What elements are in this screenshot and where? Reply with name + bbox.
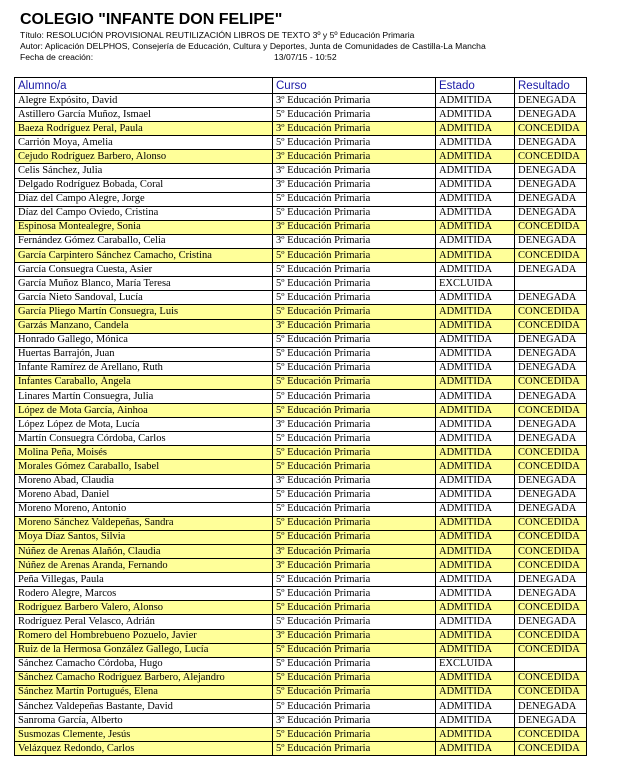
table-row: [15, 375, 587, 389]
cell-estado: EXCLUIDA: [436, 657, 515, 671]
cell-curso: 5º Educación Primaria: [273, 657, 436, 671]
cell-curso: 3º Educación Primaria: [273, 178, 436, 192]
table-row: [15, 164, 587, 178]
cell-alumno: Carrión Moya, Amelia: [15, 136, 273, 150]
cell-curso: 5º Educación Primaria: [273, 700, 436, 714]
cell-alumno: Astillero García Muñoz, Ismael: [15, 108, 273, 122]
cell-alumno: Sánchez Camacho Rodríguez Barbero, Alejandro: [15, 671, 273, 685]
creation-date-line: [20, 52, 337, 63]
cell-estado: ADMITIDA: [436, 432, 515, 446]
table-row: [15, 319, 587, 333]
cell-alumno: Moreno Sánchez Valdepeñas, Sandra: [15, 516, 273, 530]
cell-estado: ADMITIDA: [436, 164, 515, 178]
cell-estado: ADMITIDA: [436, 573, 515, 587]
cell-resultado: DENEGADA: [515, 347, 587, 361]
table-row: [15, 418, 587, 432]
cell-alumno: Rodríguez Peral Velasco, Adrián: [15, 615, 273, 629]
cell-alumno: Sánchez Valdepeñas Bastante, David: [15, 700, 273, 714]
cell-alumno: Moreno Abad, Daniel: [15, 488, 273, 502]
cell-estado: ADMITIDA: [436, 234, 515, 248]
table-row: [15, 671, 587, 685]
cell-resultado: DENEGADA: [515, 108, 587, 122]
cell-estado: ADMITIDA: [436, 516, 515, 530]
cell-estado: ADMITIDA: [436, 305, 515, 319]
cell-curso: 5º Educación Primaria: [273, 587, 436, 601]
cell-estado: ADMITIDA: [436, 728, 515, 742]
column-header-curso: Curso: [273, 78, 436, 94]
cell-resultado: CONCEDIDA: [515, 446, 587, 460]
results-table: [14, 77, 587, 756]
cell-resultado: CONCEDIDA: [515, 629, 587, 643]
cell-estado: ADMITIDA: [436, 530, 515, 544]
cell-estado: ADMITIDA: [436, 601, 515, 615]
cell-resultado: CONCEDIDA: [515, 122, 587, 136]
cell-resultado: CONCEDIDA: [515, 305, 587, 319]
cell-curso: 5º Educación Primaria: [273, 671, 436, 685]
cell-resultado: CONCEDIDA: [515, 150, 587, 164]
table-row: [15, 700, 587, 714]
cell-estado: ADMITIDA: [436, 545, 515, 559]
cell-estado: ADMITIDA: [436, 94, 515, 108]
cell-alumno: Moreno Moreno, Antonio: [15, 502, 273, 516]
cell-curso: 3º Educación Primaria: [273, 122, 436, 136]
cell-estado: ADMITIDA: [436, 700, 515, 714]
cell-estado: ADMITIDA: [436, 122, 515, 136]
cell-curso: 5º Educación Primaria: [273, 347, 436, 361]
cell-curso: 5º Educación Primaria: [273, 277, 436, 291]
cell-alumno: García Muñoz Blanco, María Teresa: [15, 277, 273, 291]
table-row: [15, 263, 587, 277]
cell-resultado: CONCEDIDA: [515, 545, 587, 559]
cell-curso: 3º Educación Primaria: [273, 319, 436, 333]
cell-resultado: DENEGADA: [515, 502, 587, 516]
cell-curso: 5º Educación Primaria: [273, 488, 436, 502]
cell-alumno: Delgado Rodríguez Bobada, Coral: [15, 178, 273, 192]
cell-estado: ADMITIDA: [436, 404, 515, 418]
cell-estado: ADMITIDA: [436, 615, 515, 629]
cell-alumno: Alegre Expósito, David: [15, 94, 273, 108]
cell-resultado: CONCEDIDA: [515, 685, 587, 699]
cell-curso: 5º Educación Primaria: [273, 291, 436, 305]
cell-curso: 5º Educación Primaria: [273, 446, 436, 460]
table-body: [15, 94, 587, 756]
cell-alumno: Fernández Gómez Caraballo, Celia: [15, 234, 273, 248]
cell-curso: 3º Educación Primaria: [273, 474, 436, 488]
cell-resultado: DENEGADA: [515, 94, 587, 108]
cell-estado: ADMITIDA: [436, 206, 515, 220]
table-row: [15, 234, 587, 248]
cell-estado: ADMITIDA: [436, 418, 515, 432]
cell-estado: ADMITIDA: [436, 714, 515, 728]
cell-alumno: López de Mota García, Ainhoa: [15, 404, 273, 418]
cell-estado: ADMITIDA: [436, 629, 515, 643]
cell-alumno: Morales Gómez Caraballo, Isabel: [15, 460, 273, 474]
cell-resultado: DENEGADA: [515, 361, 587, 375]
creation-date-value: 13/07/15 - 10:52: [274, 52, 337, 62]
cell-estado: ADMITIDA: [436, 460, 515, 474]
cell-curso: 3º Educación Primaria: [273, 714, 436, 728]
cell-alumno: Moreno Abad, Claudia: [15, 474, 273, 488]
cell-curso: 3º Educación Primaria: [273, 234, 436, 248]
cell-resultado: CONCEDIDA: [515, 559, 587, 573]
cell-curso: 5º Educación Primaria: [273, 361, 436, 375]
cell-curso: 5º Educación Primaria: [273, 389, 436, 403]
cell-alumno: Ruiz de la Hermosa González Gallego, Lucía: [15, 643, 273, 657]
table-row: [15, 474, 587, 488]
table-row: [15, 178, 587, 192]
table-row: [15, 643, 587, 657]
creation-date-label: Fecha de creación:: [20, 52, 94, 62]
cell-curso: 5º Educación Primaria: [273, 305, 436, 319]
cell-resultado: CONCEDIDA: [515, 375, 587, 389]
table-row: [15, 389, 587, 403]
cell-alumno: García Consuegra Cuesta, Asier: [15, 263, 273, 277]
table-row: [15, 460, 587, 474]
cell-alumno: Susmozas Clemente, Jesús: [15, 728, 273, 742]
cell-curso: 5º Educación Primaria: [273, 742, 436, 756]
cell-curso: 5º Educación Primaria: [273, 432, 436, 446]
cell-alumno: Cejudo Rodríguez Barbero, Alonso: [15, 150, 273, 164]
table-row: [15, 94, 587, 108]
cell-alumno: Sanroma García, Alberto: [15, 714, 273, 728]
cell-estado: ADMITIDA: [436, 671, 515, 685]
cell-resultado: CONCEDIDA: [515, 530, 587, 544]
cell-curso: 3º Educación Primaria: [273, 150, 436, 164]
cell-resultado: DENEGADA: [515, 192, 587, 206]
cell-estado: ADMITIDA: [436, 685, 515, 699]
document-author: Autor: Aplicación DELPHOS, Consejería de Educación, Cultura y Deportes, Junta de Comunidades de Castilla-La Mancha: [20, 41, 486, 51]
cell-curso: 5º Educación Primaria: [273, 516, 436, 530]
cell-resultado: CONCEDIDA: [515, 516, 587, 530]
cell-resultado: DENEGADA: [515, 615, 587, 629]
cell-resultado: DENEGADA: [515, 333, 587, 347]
cell-alumno: Molina Peña, Moisés: [15, 446, 273, 460]
cell-curso: 5º Educación Primaria: [273, 206, 436, 220]
cell-alumno: Martín Consuegra Córdoba, Carlos: [15, 432, 273, 446]
cell-estado: ADMITIDA: [436, 192, 515, 206]
cell-alumno: Linares Martín Consuegra, Julia: [15, 389, 273, 403]
cell-alumno: Díaz del Campo Oviedo, Cristina: [15, 206, 273, 220]
cell-alumno: García Nieto Sandoval, Lucía: [15, 291, 273, 305]
cell-curso: 5º Educación Primaria: [273, 615, 436, 629]
cell-resultado: DENEGADA: [515, 474, 587, 488]
table-row: [15, 714, 587, 728]
cell-alumno: Rodero Alegre, Marcos: [15, 587, 273, 601]
cell-alumno: Huertas Barrajón, Juan: [15, 347, 273, 361]
cell-curso: 3º Educación Primaria: [273, 220, 436, 234]
cell-alumno: Núñez de Arenas Alañón, Claudia: [15, 545, 273, 559]
cell-resultado: CONCEDIDA: [515, 460, 587, 474]
cell-resultado: CONCEDIDA: [515, 742, 587, 756]
table-row: [15, 559, 587, 573]
cell-estado: ADMITIDA: [436, 291, 515, 305]
cell-estado: ADMITIDA: [436, 389, 515, 403]
cell-curso: 3º Educación Primaria: [273, 629, 436, 643]
table-row: [15, 488, 587, 502]
table-row: [15, 291, 587, 305]
cell-resultado: CONCEDIDA: [515, 249, 587, 263]
cell-alumno: Velázquez Redondo, Carlos: [15, 742, 273, 756]
cell-resultado: DENEGADA: [515, 136, 587, 150]
cell-resultado: DENEGADA: [515, 587, 587, 601]
cell-alumno: Moya Díaz Santos, Silvia: [15, 530, 273, 544]
table-row: [15, 333, 587, 347]
cell-estado: ADMITIDA: [436, 587, 515, 601]
cell-estado: ADMITIDA: [436, 150, 515, 164]
table-row: [15, 249, 587, 263]
cell-alumno: Peña Villegas, Paula: [15, 573, 273, 587]
column-header-resultado: Resultado: [515, 78, 587, 94]
cell-curso: 3º Educación Primaria: [273, 545, 436, 559]
table-row: [15, 587, 587, 601]
table-row: [15, 629, 587, 643]
table-row: [15, 108, 587, 122]
cell-alumno: Infante Ramírez de Arellano, Ruth: [15, 361, 273, 375]
cell-alumno: Romero del Hombrebueno Pozuelo, Javier: [15, 629, 273, 643]
cell-estado: ADMITIDA: [436, 474, 515, 488]
column-header-alumno: Alumno/a: [15, 78, 273, 94]
cell-resultado: CONCEDIDA: [515, 728, 587, 742]
cell-curso: 5º Educación Primaria: [273, 249, 436, 263]
cell-resultado: CONCEDIDA: [515, 220, 587, 234]
cell-curso: 5º Educación Primaria: [273, 685, 436, 699]
cell-curso: 5º Educación Primaria: [273, 530, 436, 544]
cell-curso: 5º Educación Primaria: [273, 263, 436, 277]
cell-estado: ADMITIDA: [436, 643, 515, 657]
cell-estado: ADMITIDA: [436, 319, 515, 333]
table-row: [15, 150, 587, 164]
cell-resultado: CONCEDIDA: [515, 601, 587, 615]
cell-resultado: DENEGADA: [515, 178, 587, 192]
cell-alumno: Núñez de Arenas Aranda, Fernando: [15, 559, 273, 573]
cell-alumno: Garzás Manzano, Candela: [15, 319, 273, 333]
cell-estado: EXCLUIDA: [436, 277, 515, 291]
column-header-estado: Estado: [436, 78, 515, 94]
cell-curso: 3º Educación Primaria: [273, 94, 436, 108]
cell-curso: 5º Educación Primaria: [273, 601, 436, 615]
table-row: [15, 573, 587, 587]
cell-estado: ADMITIDA: [436, 220, 515, 234]
cell-resultado: DENEGADA: [515, 291, 587, 305]
table-row: [15, 516, 587, 530]
cell-alumno: García Pliego Martín Consuegra, Luis: [15, 305, 273, 319]
document-title: COLEGIO "INFANTE DON FELIPE": [20, 11, 283, 28]
cell-curso: 5º Educación Primaria: [273, 108, 436, 122]
cell-resultado: DENEGADA: [515, 418, 587, 432]
cell-resultado: DENEGADA: [515, 700, 587, 714]
table-row: [15, 361, 587, 375]
cell-resultado: DENEGADA: [515, 234, 587, 248]
cell-resultado: [515, 277, 587, 291]
cell-estado: ADMITIDA: [436, 108, 515, 122]
cell-estado: ADMITIDA: [436, 446, 515, 460]
cell-estado: ADMITIDA: [436, 249, 515, 263]
table-row: [15, 206, 587, 220]
cell-resultado: DENEGADA: [515, 488, 587, 502]
cell-resultado: CONCEDIDA: [515, 319, 587, 333]
cell-alumno: Sánchez Camacho Córdoba, Hugo: [15, 657, 273, 671]
cell-curso: 5º Educación Primaria: [273, 643, 436, 657]
cell-resultado: DENEGADA: [515, 432, 587, 446]
cell-curso: 5º Educación Primaria: [273, 460, 436, 474]
cell-resultado: DENEGADA: [515, 206, 587, 220]
table-row: [15, 432, 587, 446]
cell-curso: 5º Educación Primaria: [273, 333, 436, 347]
cell-alumno: Celis Sánchez, Julia: [15, 164, 273, 178]
table-row: [15, 277, 587, 291]
table-row: [15, 530, 587, 544]
table-row: [15, 685, 587, 699]
table-row: [15, 601, 587, 615]
cell-alumno: Díaz del Campo Alegre, Jorge: [15, 192, 273, 206]
table-row: [15, 728, 587, 742]
table-row: [15, 545, 587, 559]
cell-resultado: CONCEDIDA: [515, 671, 587, 685]
table-row: [15, 305, 587, 319]
cell-alumno: Baeza Rodríguez Peral, Paula: [15, 122, 273, 136]
cell-alumno: Sánchez Martín Portugués, Elena: [15, 685, 273, 699]
cell-estado: ADMITIDA: [436, 347, 515, 361]
cell-curso: 5º Educación Primaria: [273, 375, 436, 389]
cell-estado: ADMITIDA: [436, 502, 515, 516]
cell-curso: 5º Educación Primaria: [273, 136, 436, 150]
cell-alumno: Honrado Gallego, Mónica: [15, 333, 273, 347]
table-row: [15, 136, 587, 150]
cell-curso: 5º Educación Primaria: [273, 404, 436, 418]
table-row: [15, 446, 587, 460]
cell-estado: ADMITIDA: [436, 178, 515, 192]
cell-estado: ADMITIDA: [436, 333, 515, 347]
table-row: [15, 404, 587, 418]
table-row: [15, 502, 587, 516]
cell-resultado: [515, 657, 587, 671]
cell-estado: ADMITIDA: [436, 263, 515, 277]
table-row: [15, 615, 587, 629]
cell-resultado: CONCEDIDA: [515, 404, 587, 418]
cell-resultado: DENEGADA: [515, 714, 587, 728]
cell-curso: 3º Educación Primaria: [273, 559, 436, 573]
table-row: [15, 220, 587, 234]
cell-curso: 3º Educación Primaria: [273, 164, 436, 178]
cell-estado: ADMITIDA: [436, 559, 515, 573]
cell-resultado: DENEGADA: [515, 263, 587, 277]
cell-alumno: Infantes Caraballo, Ángela: [15, 375, 273, 389]
table-header-row: [15, 78, 587, 94]
cell-curso: 3º Educación Primaria: [273, 418, 436, 432]
cell-resultado: DENEGADA: [515, 573, 587, 587]
cell-curso: 5º Educación Primaria: [273, 728, 436, 742]
document-subtitle: Título: RESOLUCIÓN PROVISIONAL REUTILIZACIÓN LIBROS DE TEXTO 3º y 5º Educación Primaria: [20, 30, 415, 40]
cell-estado: ADMITIDA: [436, 488, 515, 502]
cell-estado: ADMITIDA: [436, 742, 515, 756]
cell-estado: ADMITIDA: [436, 136, 515, 150]
cell-alumno: García Carpintero Sánchez Camacho, Cristina: [15, 249, 273, 263]
table-row: [15, 657, 587, 671]
cell-resultado: CONCEDIDA: [515, 643, 587, 657]
table-row: [15, 192, 587, 206]
cell-resultado: DENEGADA: [515, 164, 587, 178]
cell-curso: 5º Educación Primaria: [273, 502, 436, 516]
cell-curso: 5º Educación Primaria: [273, 192, 436, 206]
table-row: [15, 347, 587, 361]
cell-alumno: Rodríguez Barbero Valero, Alonso: [15, 601, 273, 615]
cell-estado: ADMITIDA: [436, 375, 515, 389]
cell-resultado: DENEGADA: [515, 389, 587, 403]
cell-estado: ADMITIDA: [436, 361, 515, 375]
cell-alumno: Espinosa Montealegre, Sonia: [15, 220, 273, 234]
cell-alumno: López López de Mota, Lucía: [15, 418, 273, 432]
table-row: [15, 122, 587, 136]
table-row: [15, 742, 587, 756]
cell-curso: 5º Educación Primaria: [273, 573, 436, 587]
